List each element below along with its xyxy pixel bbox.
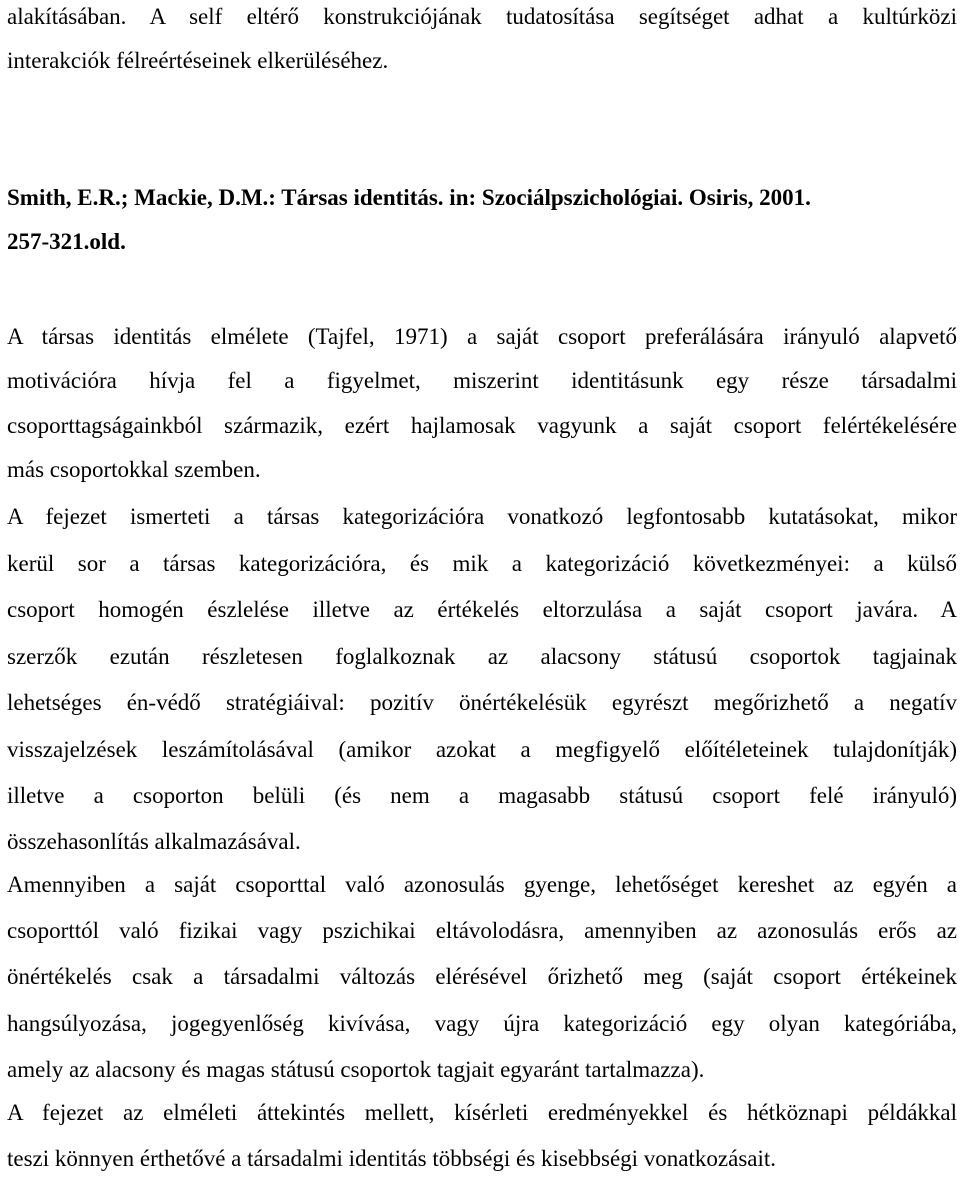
paragraph-2-line-3: csoport homogén észlelése illetve az értékelés eltorzulása a saját csoport javára. A: [7, 597, 957, 622]
paragraph-2-line-5: lehetséges én-védő stratégiáival: pozitív önértékelésük egyrészt megőrizhető a negatív: [7, 690, 957, 715]
paragraph-3-line-3: önértékelés csak a társadalmi változás elérésével őrizhető meg (saját csoport értékeinek: [7, 964, 957, 989]
paragraph-1-line-2: motivációra hívja fel a figyelmet, miszerint identitásunk egy része társadalmi: [7, 368, 957, 393]
intro-line-1: alakításában. A self eltérő konstrukciójának tudatosítása segítséget adhat a kultúrközi: [7, 4, 957, 29]
paragraph-2-line-6: visszajelzések leszámítolásával (amikor azokat a megfigyelő előítéleteinek tulajdonítják): [7, 737, 957, 762]
paragraph-3-line-1: Amennyiben a saját csoporttal való azonosulás gyenge, lehetőséget kereshet az egyén a: [7, 872, 957, 897]
paragraph-4-line-1: A fejezet az elméleti áttekintés mellett, kísérleti eredményekkel és hétköznapi példákkal: [7, 1100, 957, 1125]
paragraph-3-line-5: amely az alacsony és magas státusú csoportok tagjait egyaránt tartalmazza).: [7, 1057, 705, 1082]
paragraph-2-line-2: kerül sor a társas kategorizációra, és mik a kategorizáció következményei: a külső: [7, 551, 957, 576]
citation-line-2: 257-321.old.: [7, 229, 126, 254]
citation-line-1: Smith, E.R.; Mackie, D.M.: Társas identitás. in: Szociálpszichológiai. Osiris, 2001.: [7, 185, 811, 210]
paragraph-1-line-3: csoporttagságainkból származik, ezért hajlamosak vagyunk a saját csoport felértékelésére: [7, 413, 957, 438]
paragraph-2-line-7: illetve a csoporton belüli (és nem a magasabb státusú csoport felé irányuló): [7, 783, 957, 808]
paragraph-4-line-2: teszi könnyen érthetővé a társadalmi identitás többségi és kisebbségi vonatkozásait.: [7, 1146, 777, 1171]
paragraph-2-line-1: A fejezet ismerteti a társas kategorizációra vonatkozó legfontosabb kutatásokat, mikor: [7, 504, 957, 529]
paragraph-2-line-8: összehasonlítás alkalmazásával.: [7, 829, 301, 854]
paragraph-1-line-1: A társas identitás elmélete (Tajfel, 1971) a saját csoport preferálására irányuló alapvető: [7, 324, 957, 349]
paragraph-3-line-4: hangsúlyozása, jogegyenlőség kivívása, vagy újra kategorizáció egy olyan kategóriába,: [7, 1011, 957, 1036]
intro-line-2: interakciók félreértéseinek elkerüléséhez.: [7, 48, 389, 73]
paragraph-2-line-4: szerzők ezután részletesen foglalkoznak az alacsony státusú csoportok tagjainak: [7, 644, 957, 669]
paragraph-3-line-2: csoporttól való fizikai vagy pszichikai eltávolodásra, amennyiben az azonosulás erős az: [7, 918, 957, 943]
paragraph-1-line-4: más csoportokkal szemben.: [7, 457, 261, 482]
